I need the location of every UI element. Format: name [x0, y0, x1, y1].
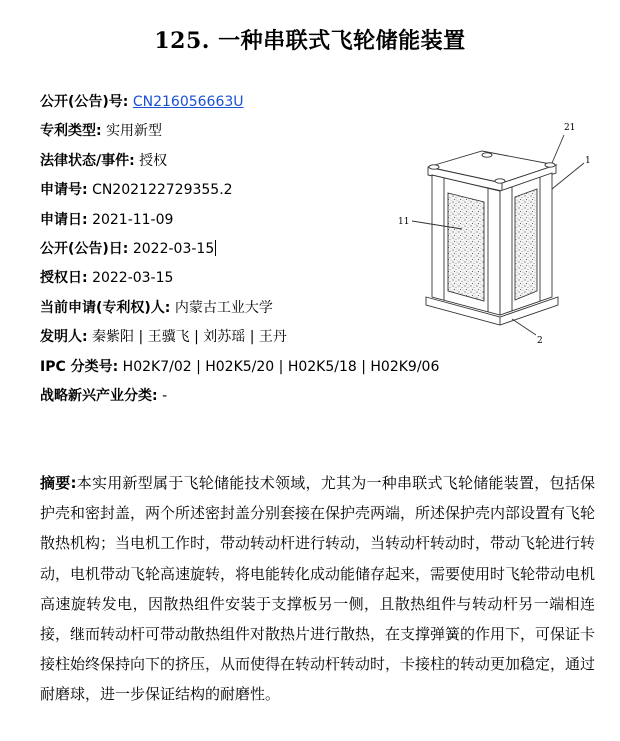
patent-fields [40, 88, 440, 411]
field-row [40, 264, 420, 293]
field-value: 秦紫阳 | 王骥飞 | 刘苏瑶 | 王丹 [92, 329, 287, 346]
field-label: IPC 分类号: [40, 358, 119, 375]
field-value: CN202122729355.2 [92, 182, 233, 199]
field-label: 专利类型: [40, 123, 102, 140]
field-label: 申请日: [40, 211, 88, 228]
field-label: 公开(公告)日: [40, 240, 129, 257]
field-label: 申请号: [40, 182, 88, 199]
field-value: - [162, 387, 168, 404]
abstract-label: 摘要: [40, 474, 77, 492]
label-panel: 11 [398, 217, 410, 227]
label-bolt: 21 [564, 123, 576, 133]
field-label: 战略新兴产业分类: [40, 387, 158, 404]
abstract-text: 本实用新型属于飞轮储能技术领域，尤其为一种串联式飞轮储能装置，包括保护壳和密封盖，两个所述密封盖分别套接在保护壳两端，所述保护壳内部设置有飞轮散热机构；当电机工作时，带动转动杆进行转动，当转动杆转动时，带动飞轮进行转动，电机带动飞轮高速旋转，将电能转化成动能储存起来，需要使用时飞轮带动电机高速旋转发电，因散热组件安装于支撑板另一侧，且散热组件与转动杆另一端相连接，继而转动杆可带动散热组件对散热片进行散热，在支撑弹簧的作用下，可保证卡接柱始终保持向下的挤压，从而使得在转动杆转动时，卡接柱的转动更加稳定，通过耐磨球，进一步保证结构的耐磨性。 [40, 474, 596, 704]
field-row [40, 353, 440, 382]
field-row [40, 147, 420, 176]
field-label: 发明人: [40, 329, 88, 346]
abstract [40, 468, 595, 710]
patent-title: 125. 一种串联式飞轮储能装置 [154, 28, 466, 54]
field-value: 2022-03-15 [132, 240, 215, 257]
field-label: 公开(公告)号: [40, 94, 129, 110]
field-row [40, 206, 420, 235]
field-row [40, 88, 420, 117]
field-row [40, 294, 420, 323]
label-base: 2 [537, 336, 543, 345]
label-housing: 1 [585, 156, 591, 166]
field-row [40, 323, 420, 352]
field-value: 2022-03-15 [92, 270, 174, 287]
patent-drawing [392, 105, 602, 345]
field-row [40, 176, 420, 205]
field-label: 法律状态/事件: [40, 152, 135, 169]
field-value: 内蒙古工业大学 [174, 299, 273, 316]
field-label: 授权日: [40, 270, 88, 287]
field-value: H02K7/02 | H02K5/20 | H02K5/18 | H02K9/06 [122, 358, 440, 375]
field-label: 当前申请(专利权)人: [40, 299, 171, 316]
field-value: 授权 [139, 152, 168, 169]
text-cursor [215, 240, 216, 256]
field-row [40, 117, 420, 146]
publication-number-link[interactable]: CN216056663U [132, 94, 244, 110]
field-value: 实用新型 [106, 123, 163, 140]
field-value: 2021-11-09 [92, 211, 174, 228]
field-row [40, 382, 420, 411]
field-row [40, 235, 420, 264]
